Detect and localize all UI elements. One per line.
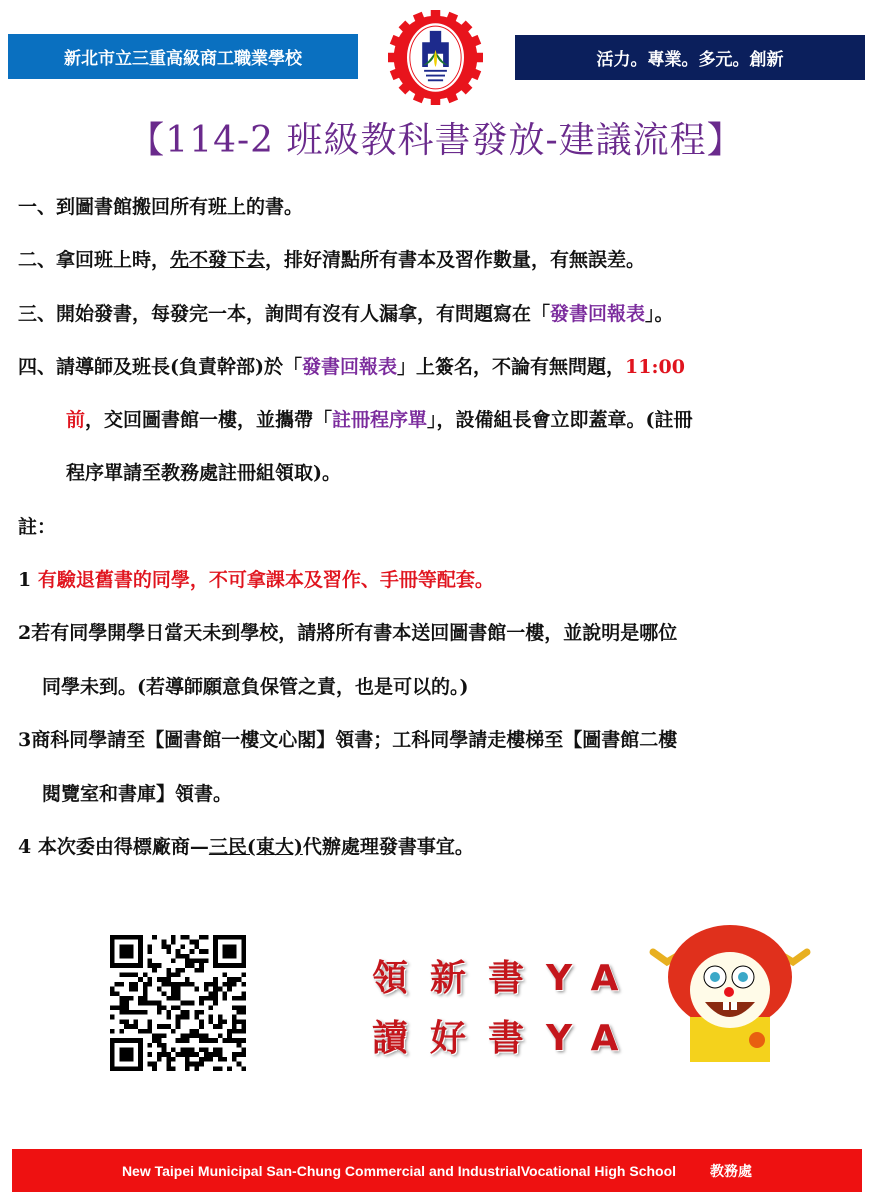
qr-code[interactable] bbox=[110, 935, 246, 1071]
step-number: 二、 bbox=[18, 249, 57, 271]
step-4 bbox=[18, 352, 685, 379]
step-text: 請導師及班長(負責幹部)於「 bbox=[56, 356, 302, 378]
note-number: 2 bbox=[18, 622, 32, 644]
note-text: 若有同學開學日當天未到學校，請將所有書本送回圖書館一樓，並說明是哪位 bbox=[31, 622, 678, 644]
step-text: 拿回班上時， bbox=[56, 249, 171, 271]
step-text: 開始發書，每發完一本，詢問有沒有人漏拿，有問題寫在「 bbox=[56, 303, 551, 325]
note-number: 3 bbox=[18, 729, 32, 751]
step-text: ，排好清點所有書本及習作數量，有無誤差。 bbox=[265, 249, 646, 271]
vendor-name: 三民(東大) bbox=[208, 836, 303, 858]
mascot-illustration bbox=[645, 922, 815, 1062]
note-3 bbox=[18, 725, 677, 752]
footer-english-name: New Taipei Municipal San-Chung Commercial and IndustrialVocational High School bbox=[121, 1162, 677, 1179]
note-text: 商科同學請至【圖書館一樓文心閣】領書；工科同學請走樓梯至【圖書館二樓 bbox=[31, 729, 678, 751]
school-name: 新北市立三重高級商工職業學校 bbox=[64, 49, 302, 69]
note-text: 代辦處理發書事宜。 bbox=[302, 836, 474, 858]
note-4 bbox=[18, 832, 474, 859]
note-1 bbox=[18, 565, 494, 592]
step-2 bbox=[18, 245, 645, 272]
report-form-name: 發書回報表 bbox=[302, 356, 398, 378]
step-number: 一、 bbox=[18, 196, 57, 218]
page-title: 【114-2 班級教科書發放-建議流程】 bbox=[128, 120, 744, 161]
motto-banner bbox=[515, 35, 865, 80]
deadline-before: 前 bbox=[66, 409, 86, 431]
step-4-cont2 bbox=[66, 458, 341, 485]
motto: 活力。專業。多元。創新 bbox=[596, 50, 784, 70]
note-number: 4 bbox=[18, 836, 32, 858]
footer-office: 教務處 bbox=[710, 1162, 753, 1179]
step-text: 」，設備組長會立即蓋章。(註冊 bbox=[427, 409, 693, 431]
school-name-banner bbox=[8, 34, 358, 79]
step-text: 程序單請至教務處註冊組領取)。 bbox=[66, 462, 341, 484]
note-text: 本次委由得標廠商— bbox=[31, 836, 209, 858]
footer-bar bbox=[12, 1149, 862, 1192]
note-number: 1 bbox=[18, 569, 32, 591]
report-form-name: 發書回報表 bbox=[550, 303, 646, 325]
deadline-time: 11:00 bbox=[625, 356, 685, 378]
registration-form-name: 註冊程序單 bbox=[332, 409, 428, 431]
step-4-cont bbox=[66, 405, 693, 432]
step-3 bbox=[18, 299, 674, 326]
step-number: 三、 bbox=[18, 303, 57, 325]
step-text: 」上簽名，不論有無問題， bbox=[397, 356, 626, 378]
step-text: ，交回圖書館一樓，並攜帶「 bbox=[85, 409, 333, 431]
note-2 bbox=[18, 618, 677, 645]
note-2-cont: 同學未到。(若導師願意負保管之責，也是可以的。) bbox=[42, 676, 469, 698]
notes-label: 註： bbox=[18, 516, 57, 538]
school-logo bbox=[388, 10, 483, 105]
note-text: 有驗退舊書的同學，不可拿課本及習作、手冊等配套。 bbox=[37, 569, 494, 591]
step-text: 」。 bbox=[645, 303, 674, 325]
slogan-line-1: 領新書YA bbox=[372, 958, 641, 999]
note-3-cont: 閱覽室和書庫】領書。 bbox=[42, 783, 233, 805]
step-text: 到圖書館搬回所有班上的書。 bbox=[56, 196, 304, 218]
step-number: 四、 bbox=[18, 356, 57, 378]
step-1 bbox=[18, 192, 303, 219]
slogan-line-2: 讀好書YA bbox=[372, 1018, 641, 1059]
step-emphasis: 先不發下去 bbox=[170, 249, 266, 271]
